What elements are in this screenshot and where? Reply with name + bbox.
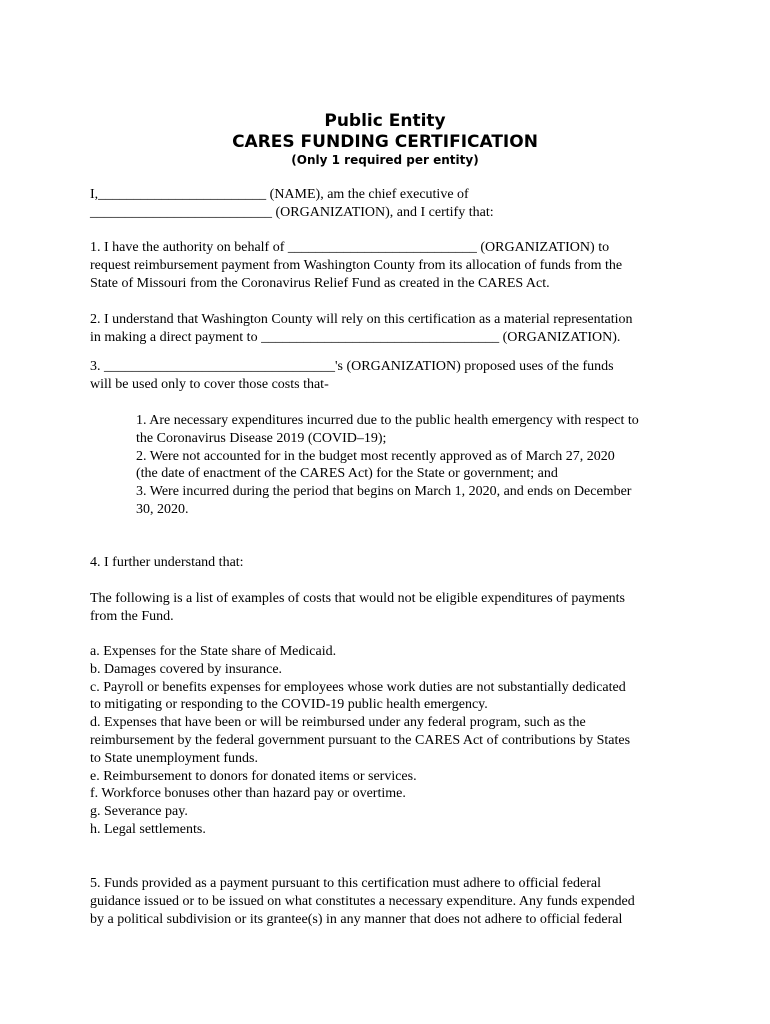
example-line: b. Damages covered by insurance. xyxy=(90,661,283,677)
ineligible-examples-list xyxy=(90,643,690,839)
example-line: e. Reimbursement to donors for donated items or services. xyxy=(90,768,417,784)
example-line: to State unemployment funds. xyxy=(90,750,258,766)
example-line: h. Legal settlements. xyxy=(90,821,206,837)
examples-intro-paragraph xyxy=(90,590,690,626)
item-2-paragraph xyxy=(90,311,690,347)
examples-intro-line: from the Fund. xyxy=(90,608,174,624)
document-title-line1: Public Entity xyxy=(324,111,446,131)
item-1-line: request reimbursement payment from Washington County from its allocation of funds from the xyxy=(90,257,623,273)
condition-line: 1. Are necessary expenditures incurred due to the public health emergency with respect to xyxy=(136,413,639,428)
item-3-line: will be used only to cover those costs that- xyxy=(90,376,329,392)
item-2-line: 2. I understand that Washington County will rely on this certification as a material representation xyxy=(90,312,633,327)
item-1-line: State of Missouri from the Coronavirus Relief Fund as created in the CARES Act. xyxy=(90,275,550,291)
item-2-line: in making a direct payment to __________________________________ (ORGANIZATION). xyxy=(90,329,621,345)
intro-paragraph xyxy=(90,186,690,222)
example-line: reimbursement by the federal government pursuant to the CARES Act of contributions by States xyxy=(90,732,631,748)
item-4-line: 4. I further understand that: xyxy=(90,555,244,570)
intro-line: __________________________ (ORGANIZATION), and I certify that: xyxy=(90,204,494,220)
item-5-line: guidance issued or to be issued on what constitutes a necessary expenditure. Any funds expended xyxy=(90,893,635,909)
condition-line: (the date of enactment of the CARES Act) for the State or government; and xyxy=(136,466,558,482)
item-1-paragraph xyxy=(90,239,690,292)
item-5-line: by a political subdivision or its grantee(s) in any manner that does not adhere to official federal xyxy=(90,911,623,927)
document-subtitle: (Only 1 required per entity) xyxy=(291,153,479,167)
example-line: to mitigating or responding to the COVID-19 public health emergency. xyxy=(90,697,488,713)
conditions-list xyxy=(136,412,696,519)
condition-line: the Coronavirus Disease 2019 (COVID–19); xyxy=(136,430,387,446)
item-5-line: 5. Funds provided as a payment pursuant to this certification must adhere to official federal xyxy=(90,876,601,891)
condition-line: 2. Were not accounted for in the budget most recently approved as of March 27, 2020 xyxy=(136,448,615,464)
example-line: a. Expenses for the State share of Medicaid. xyxy=(90,644,337,659)
examples-intro-line: The following is a list of examples of costs that would not be eligible expenditures of payments xyxy=(90,591,626,606)
item-1-line: 1. I have the authority on behalf of ___________________________ (ORGANIZATION) to xyxy=(90,240,610,255)
example-line: g. Severance pay. xyxy=(90,804,188,820)
item-5-paragraph xyxy=(90,875,690,928)
intro-line: I,________________________ (NAME), am the chief executive of xyxy=(90,187,469,202)
condition-line: 30, 2020. xyxy=(136,501,189,517)
example-line: f. Workforce bonuses other than hazard pay or overtime. xyxy=(90,786,406,802)
item-4-paragraph xyxy=(90,554,690,572)
example-line: c. Payroll or benefits expenses for employees whose work duties are not substantially dedicated xyxy=(90,679,626,695)
condition-line: 3. Were incurred during the period that begins on March 1, 2020, and ends on December xyxy=(136,484,632,500)
item-3-line: 3. _________________________________'s (ORGANIZATION) proposed uses of the funds xyxy=(90,359,614,374)
item-3-paragraph xyxy=(90,358,690,394)
document-title-line2: CARES FUNDING CERTIFICATION xyxy=(232,132,538,152)
example-line: d. Expenses that have been or will be reimbursed under any federal program, such as the xyxy=(90,715,586,731)
